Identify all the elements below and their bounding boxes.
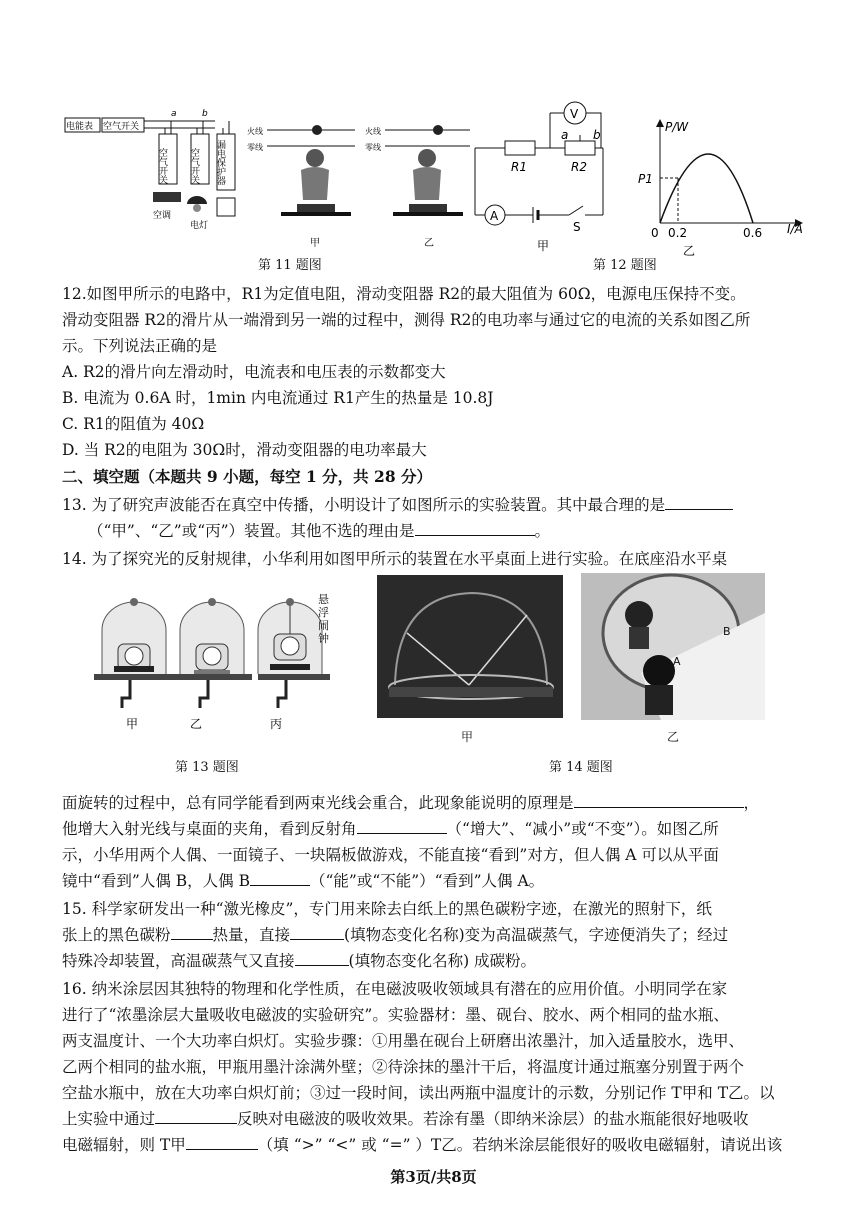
ac-label: 空调 <box>153 211 172 221</box>
q15-blank-3[interactable] <box>295 949 349 966</box>
branch3-label: 漏电保护器 <box>215 140 225 185</box>
figure-12-caption: 第 12 题图 <box>593 258 657 273</box>
figure-13 <box>90 590 330 740</box>
q16-line-7 <box>62 1132 782 1158</box>
doll-a-label: A <box>673 655 681 668</box>
fig11-yi: 乙 <box>424 238 434 249</box>
q16-blank-1[interactable] <box>155 1107 237 1124</box>
q12-option-a: A. R2的滑片向左滑动时，电流表和电压表的示数都变大 <box>62 363 446 381</box>
q14-line-4: 示，小华用两个人偶、一面镜子、一块隔板做游戏，不能直接“看到”对方，但人偶 A 可以从平面 <box>62 846 719 864</box>
q14-line-2 <box>62 790 759 816</box>
q15-text-2a: 张上的黑色碳粉 <box>62 926 171 944</box>
page-footer: 第3页/共8页 <box>390 1168 477 1186</box>
q16-line-6 <box>62 1106 749 1132</box>
bell-jar-yi <box>172 598 252 731</box>
ammeter-label: A <box>490 209 499 223</box>
q13-text-1: 13. 为了研究声波能否在真空中传播，小明设计了如图所示的实验装置。其中最合理的是 <box>62 496 666 514</box>
fig12-jia: 甲 <box>537 239 550 253</box>
r1-label: R1 <box>511 160 527 174</box>
q13-line-1 <box>62 492 733 518</box>
q12-line-2: 滑动变阻器 R2的滑片从一端滑到另一端的过程中，测得 R2的电功率与通过它的电流的关系如图乙所 <box>62 311 751 329</box>
figure-14-caption: 第 14 题图 <box>549 760 613 775</box>
figure-14-photo-yi <box>581 573 765 720</box>
q13-text-3: 。 <box>534 522 551 540</box>
q16-text-6b: 反映对电磁波的吸收效果。若涂有墨（即纳米涂层）的盐水瓶能很好地吸收 <box>237 1110 749 1128</box>
point-a: a <box>171 109 177 119</box>
q15-blank-1[interactable] <box>171 923 213 940</box>
neutral-wire-label: 零线 <box>247 143 263 152</box>
q12-option-c: C. R1的阻值为 40Ω <box>62 415 205 433</box>
voltmeter-label: V <box>570 107 579 121</box>
q14-line-1: 14. 为了探究光的反射规律，小华利用如图甲所示的装置在水平桌面上进行实验。在底座沿水平桌 <box>62 550 728 568</box>
bell-jar-jia <box>94 598 174 731</box>
q15-text-2b: 热量，直接 <box>212 926 291 944</box>
switch-label: S <box>573 220 581 234</box>
q14-blank-1[interactable] <box>574 791 744 808</box>
figure-13-caption: 第 13 题图 <box>175 760 239 775</box>
q13-text-2: （“甲”、“乙”或“丙”）装置。其他不选的理由是 <box>88 522 415 540</box>
r2-end-b: b <box>593 128 601 142</box>
meter-label: 电能表 <box>66 122 94 132</box>
q14-text-2a: 面旋转的过程中，总有同学能看到两束光线会重合，此现象能说明的原理是 <box>62 794 574 812</box>
live-wire-label: 火线 <box>247 127 263 136</box>
fig11-jia: 甲 <box>310 238 320 249</box>
q16-text-7a: 电磁辐射，则 T甲 <box>62 1136 186 1154</box>
tick-0-2: 0.2 <box>668 226 688 240</box>
tick-0-6: 0.6 <box>743 226 763 240</box>
point-b: b <box>202 109 208 119</box>
q14-text-5b: （“能”或“不能”）“看到”人偶 A。 <box>309 872 545 890</box>
q15-text-3b: (填物态变化名称) 成碳粉。 <box>348 952 537 970</box>
q16-line-2: 进行了“浓墨涂层大量吸收电磁波的实验研究”。实验器材：墨、砚台、胶水、两个相同的盐水瓶、 <box>62 1006 729 1024</box>
figure-11 <box>55 100 475 260</box>
q15-text-2c: (填物态变化名称)变为高温碳蒸气，字迹便消失了；经过 <box>344 926 729 944</box>
branch2-label: 空气开关 <box>189 148 199 184</box>
q12-option-b: B. 电流为 0.6A 时，1min 内电流通过 R1产生的热量是 10.8J <box>62 389 494 407</box>
r2-label: R2 <box>571 160 587 174</box>
section-2-heading: 二、填空题（本题共 9 小题，每空 1 分，共 28 分） <box>62 467 433 486</box>
fig13-bing: 丙 <box>270 717 283 731</box>
live-wire-label-2: 火线 <box>365 127 381 136</box>
q12-option-d: D. 当 R2的电阻为 30Ω时，滑动变阻器的电功率最大 <box>62 441 427 459</box>
q13-blank-2[interactable] <box>415 519 535 536</box>
q15-blank-2[interactable] <box>290 923 344 940</box>
q14-text-3a: 他增大入射光线与桌面的夹角，看到反射角 <box>62 820 357 838</box>
q14-text-3b: （“增大”、“减小”或“不变”）。如图乙所 <box>446 820 719 838</box>
fig13-yi: 乙 <box>190 717 203 731</box>
q16-text-7b: （填 “>” “<” 或 “=” ）T乙。若纳米涂层能很好的吸收电磁辐射，请说出该 <box>257 1136 783 1154</box>
q16-line-4: 乙两个相同的盐水瓶，甲瓶用墨汁涂满外壁；②待涂抹的墨汁干后，将温度计通过瓶塞分别置于两个 <box>62 1058 745 1076</box>
p1-label: P1 <box>638 172 653 186</box>
lamp-label: 电灯 <box>190 221 209 231</box>
bell-note: 悬浮闹钟 <box>318 593 329 645</box>
q14-blank-2[interactable] <box>357 817 447 834</box>
q14-blank-3[interactable] <box>250 869 310 886</box>
q16-line-3: 两支温度计、一个大功率白炽灯。实验步骤：①用墨在砚台上研磨出浓墨汁，加入适量胶水，选甲、 <box>62 1032 745 1050</box>
q16-text-6a: 上实验中通过 <box>62 1110 156 1128</box>
figure-11-caption: 第 11 题图 <box>258 258 322 273</box>
q15-line-1: 15. 科学家研发出一种“激光橡皮”，专门用来除去白纸上的黑色碳粉字迹，在激光的照射下，纸 <box>62 900 712 918</box>
q16-line-5: 空盐水瓶中，放在大功率白炽灯前；③过一段时间，读出两瓶中温度计的示数，分别记作 T甲和 T乙。以 <box>62 1084 775 1102</box>
figure-14-photo-jia <box>377 575 563 718</box>
q14-text-5a: 镜中“看到”人偶 B，人偶 B <box>62 872 250 890</box>
q13-blank-1[interactable] <box>665 493 733 510</box>
fig14-yi: 乙 <box>667 730 680 744</box>
y-axis-label: P/W <box>665 120 689 134</box>
tick-0: 0 <box>651 226 659 240</box>
q14-line-3 <box>62 816 719 842</box>
q14-line-5 <box>62 868 544 894</box>
fig14-jia: 甲 <box>461 730 474 744</box>
q15-line-2 <box>62 922 728 948</box>
q16-line-1: 16. 纳米涂层因其独特的物理和化学性质，在电磁波吸收领域具有潜在的应用价值。小明同学在家 <box>62 980 728 998</box>
x-axis-label: I/A <box>787 222 803 236</box>
q13-line-2 <box>88 518 550 544</box>
main-switch-label: 空气开关 <box>103 122 140 132</box>
doll-b-label: B <box>723 625 731 638</box>
fig13-jia: 甲 <box>126 717 139 731</box>
neutral-wire-label-2: 零线 <box>365 143 381 152</box>
q15-line-3 <box>62 948 536 974</box>
q15-text-3a: 特殊冷却装置，高温碳蒸气又直接 <box>62 952 295 970</box>
r2-end-a: a <box>561 128 569 142</box>
fig12-yi: 乙 <box>683 244 696 258</box>
figure-12 <box>465 95 825 260</box>
q12-line-1: 12.如图甲所示的电路中，R1为定值电阻，滑动变阻器 R2的最大阻值为 60Ω，电源电压保持不变。 <box>62 285 746 303</box>
branch1-label: 空气开关 <box>157 148 167 184</box>
q16-blank-2[interactable] <box>186 1133 258 1150</box>
q14-text-2b: ， <box>743 794 760 812</box>
q12-line-3: 示。下列说法正确的是 <box>62 337 218 355</box>
